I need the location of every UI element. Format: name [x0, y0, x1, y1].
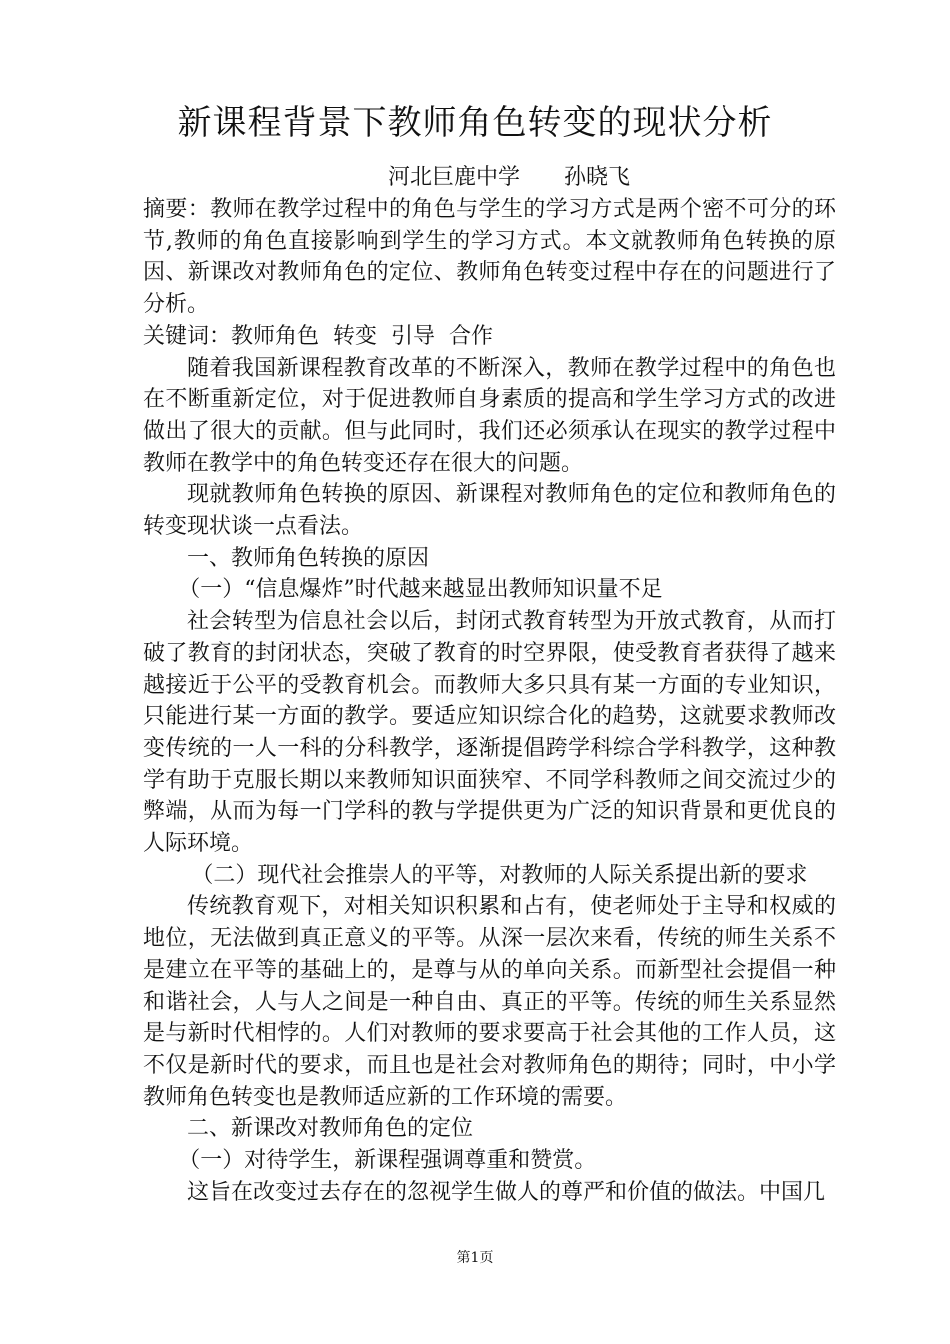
- page-number: 第1页: [456, 1250, 494, 1266]
- author-name: 孙晓飞: [564, 165, 631, 190]
- section-1-paragraph-1: 社会转型为信息社会以后，封闭式教育转型为开放式教育，从而打破了教育的封闭状态，突破了教育的时空界限，使受教育者获得了越来越接近于公平的受教育机会。而教师大多只具有某一方面的专业知识，只能进行某一方面的教学。要适应知识综合化的趋势，这就要求教师改变传统的一人一科的分科教学，逐渐提倡跨学科综合学科教学，这种教学有助于克服长期以来教师知识面狭窄、不同学科教师之间交流过少的弊端，从而为每一门学科的教与学提供更为广泛的知识背景和更优良的人际环境。: [143, 609, 836, 857]
- author-line: [388, 162, 630, 194]
- section-1-heading: 一、教师角色转换的原因: [187, 545, 430, 571]
- school-name: 河北巨鹿中学: [388, 165, 521, 190]
- document-title: 新课程背景下教师角色转变的现状分析: [177, 103, 773, 143]
- abstract: 摘要：教师在教学过程中的角色与学生的学习方式是两个密不可分的环节,教师的角色直接影响到学生的学习方式。本文就教师角色转换的原因、新课改对教师角色的定位、教师角色转变过程中存在的问题进行了分析。: [143, 197, 836, 318]
- keywords: 关键词：教师角色 转变 引导 合作: [143, 323, 493, 349]
- intro-paragraph-2: 现就教师角色转换的原因、新课程对教师角色的定位和教师角色的转变现状谈一点看法。: [143, 482, 836, 540]
- section-2-paragraph-1: 这旨在改变过去存在的忽视学生做人的尊严和价值的做法。中国几: [187, 1179, 826, 1205]
- section-2-subheading-1: （一）对待学生，新课程强调尊重和赞赏。: [178, 1148, 597, 1174]
- intro-paragraph-1: 随着我国新课程教育改革的不断深入，教师在教学过程中的角色也在不断重新定位，对于促进教师自身素质的提高和学生学习方式的改进做出了很大的贡献。但与此同时，我们还必须承认在现实的教学过程中教师在教学中的角色转变还存在很大的问题。: [143, 355, 836, 476]
- section-1-subheading-1: （一）“信息爆炸”时代越来越显出教师知识量不足: [178, 577, 663, 603]
- section-1-paragraph-2: 传统教育观下，对相关知识积累和占有，使老师处于主导和权威的地位，无法做到真正意义的平等。从深一层次来看，传统的师生关系不是建立在平等的基础上的，是尊与从的单向关系。而新型社会提倡一种和谐社会，人与人之间是一种自由、真正的平等。传统的师生关系显然是与新时代相悖的。人们对教师的要求要高于社会其他的工作人员，这不仅是新时代的要求，而且也是社会对教师角色的期待；同时，中小学教师角色转变也是教师适应新的工作环境的需要。: [143, 894, 836, 1110]
- section-2-heading: 二、新课改对教师角色的定位: [187, 1116, 474, 1142]
- section-1-subheading-2: （二）现代社会推崇人的平等，对教师的人际关系提出新的要求: [191, 862, 808, 888]
- document-body: [143, 194, 836, 1209]
